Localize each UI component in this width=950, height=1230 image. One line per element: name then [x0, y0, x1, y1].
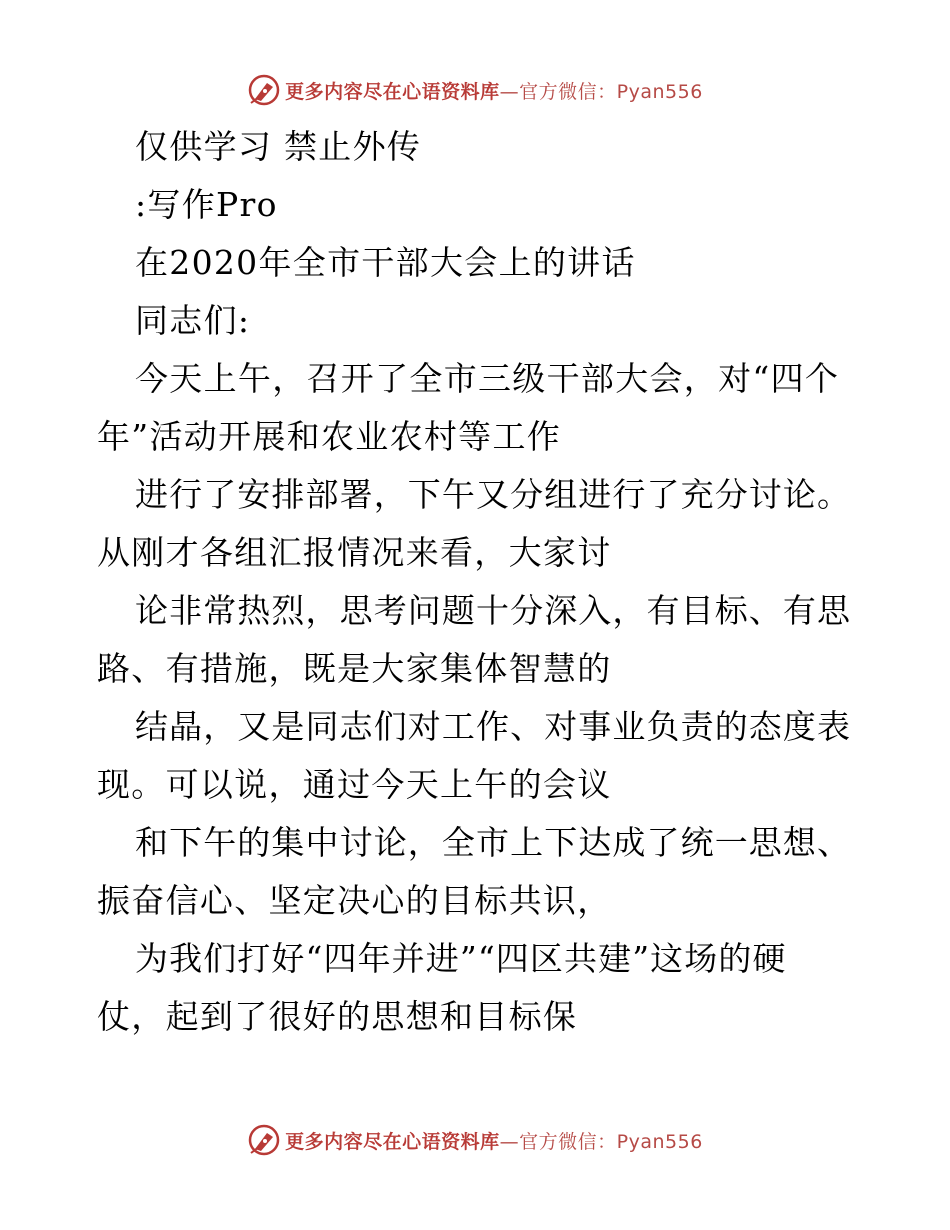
pen-nib-logo-icon [247, 1123, 281, 1157]
banner-dash: — [499, 1130, 520, 1153]
text-line: 结晶，又是同志们对工作、对事业负责的态度表 [135, 707, 852, 746]
text-line: :写作Pro [135, 185, 278, 224]
text-line: 论非常热烈，思考问题十分深入，有目标、有思 [135, 591, 852, 630]
banner-wechat: 官方微信：Pyan556 [519, 1130, 703, 1153]
text-line: 现。可以说，通过今天上午的会议 [97, 765, 612, 804]
banner-text [285, 1127, 703, 1154]
footer-banner [0, 1120, 950, 1160]
text-line: 同志们: [135, 301, 251, 340]
pen-nib-logo-icon [247, 73, 281, 107]
text-line: 年”活动开展和农业农村等工作 [97, 417, 562, 456]
header-banner [0, 70, 950, 110]
banner-title: 更多内容尽在心语资料库 [285, 80, 500, 103]
banner-text [285, 77, 703, 104]
text-line: 和下午的集中讨论，全市上下达成了统一思想、 [135, 823, 852, 862]
banner-title: 更多内容尽在心语资料库 [285, 1130, 500, 1153]
text-line: 今天上午，召开了全市三级干部大会，对“四个 [135, 359, 840, 398]
text-line: 路、有措施，既是大家集体智慧的 [97, 649, 612, 688]
banner-wechat: 官方微信：Pyan556 [519, 80, 703, 103]
text-line: 为我们打好“四年并进”“四区共建”这场的硬 [135, 939, 787, 978]
text-line: 仗，起到了很好的思想和目标保 [97, 997, 578, 1036]
text-line: 在2020年全市干部大会上的讲话 [135, 243, 636, 282]
text-line: 振奋信心、坚定决心的目标共识， [97, 881, 612, 920]
text-line: 进行了安排部署，下午又分组进行了充分讨论。 [135, 475, 852, 514]
banner-dash: — [499, 80, 520, 103]
document-body [97, 118, 857, 1046]
text-line: 从刚才各组汇报情况来看，大家讨 [97, 533, 612, 572]
text-line: 仅供学习 禁止外传 [135, 127, 422, 166]
